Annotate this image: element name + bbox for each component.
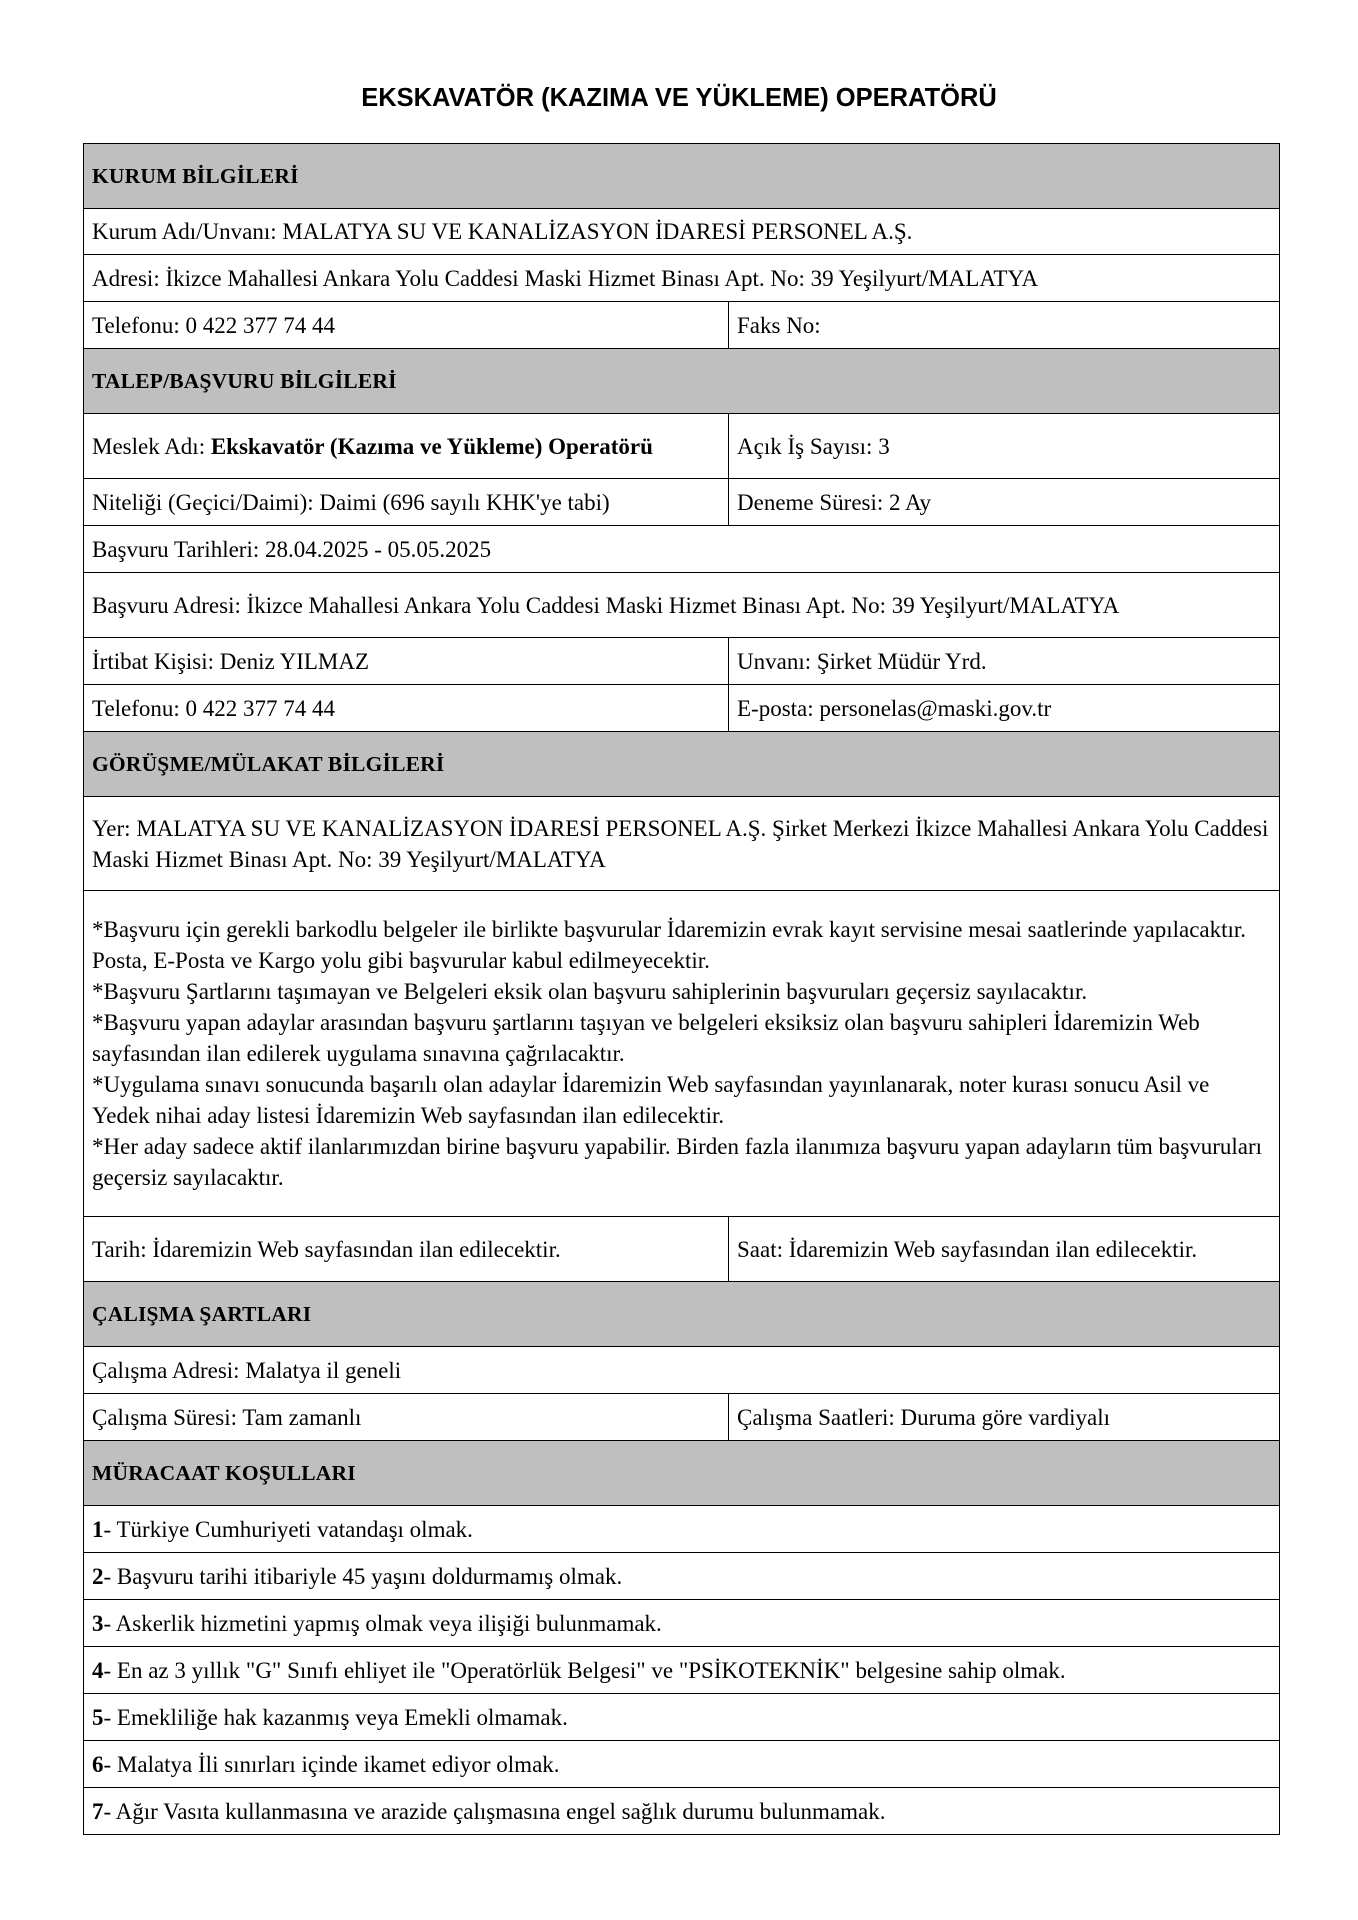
gorusme-note: *Uygulama sınavı sonucunda başarılı olan adaylar İdaremizin Web sayfasından yayınlanarak, noter kurası sonucu Asil ve Yedek nihai aday listesi İdaremizin Web sayfasından ilan edilecektir. (92, 1072, 1210, 1128)
muracaat-item-text: - Türkiye Cumhuriyeti vatandaşı olmak. (103, 1516, 473, 1542)
job-posting-form (83, 143, 1280, 1835)
gorusme-yer: Yer: MALATYA SU VE KANALİZASYON İDARESİ PERSONEL A.Ş. Şirket Merkezi İkizce Mahallesi Ankara Yolu Caddesi Maski Hizmet Binası Apt. No: 39 Yeşilyurt/MALATYA (84, 797, 1280, 891)
muracaat-item (84, 1788, 1280, 1835)
meslek-label: Meslek Adı: (92, 433, 211, 459)
gorusme-note: *Başvuru için gerekli barkodlu belgeler ile birlikte başvurular İdaremizin evrak kayıt servisine mesai saatlerinde yapılacaktır. Posta, E-Posta ve Kargo yolu gibi başvurular kabul edilmeyecektir. (92, 917, 1247, 973)
section-heading-talep: TALEP/BAŞVURU BİLGİLERİ (84, 349, 1280, 414)
muracaat-item-number: 1 (92, 1516, 104, 1542)
gorusme-saat: Saat: İdaremizin Web sayfasından ilan edilecektir. (729, 1217, 1280, 1282)
muracaat-item (84, 1506, 1280, 1553)
muracaat-item (84, 1741, 1280, 1788)
kurum-address: Adresi: İkizce Mahallesi Ankara Yolu Caddesi Maski Hizmet Binası Apt. No: 39 Yeşilyurt/MALATYA (84, 255, 1280, 302)
calisma-saatleri: Çalışma Saatleri: Duruma göre vardiyalı (729, 1394, 1280, 1441)
basvuru-adresi: Başvuru Adresi: İkizce Mahallesi Ankara Yolu Caddesi Maski Hizmet Binası Apt. No: 39 Yeşilyurt/MALATYA (84, 573, 1280, 638)
meslek-adi (84, 414, 729, 479)
gorusme-note: *Başvuru Şartlarını taşımayan ve Belgeleri eksik olan başvuru sahiplerinin başvuruları geçersiz sayılacaktır. (92, 979, 1088, 1004)
calisma-suresi: Çalışma Süresi: Tam zamanlı (84, 1394, 729, 1441)
muracaat-item-number: 4 (92, 1657, 104, 1683)
muracaat-item-text: - Malatya İli sınırları içinde ikamet ediyor olmak. (103, 1751, 560, 1777)
acik-is-sayisi: Açık İş Sayısı: 3 (729, 414, 1280, 479)
section-heading-kurum: KURUM BİLGİLERİ (84, 144, 1280, 209)
muracaat-item-text: - Askerlik hizmetini yapmış olmak veya ilişiği bulunmamak. (103, 1610, 662, 1636)
kurum-fax: Faks No: (729, 302, 1280, 349)
gorusme-tarih: Tarih: İdaremizin Web sayfasından ilan edilecektir. (84, 1217, 729, 1282)
muracaat-item-text: - En az 3 yıllık "G" Sınıfı ehliyet ile "Operatörlük Belgesi" ve "PSİKOTEKNİK" belgesine sahip olmak. (103, 1657, 1066, 1683)
muracaat-item (84, 1600, 1280, 1647)
muracaat-item (84, 1647, 1280, 1694)
gorusme-note: *Her aday sadece aktif ilanlarımızdan birine başvuru yapabilir. Birden fazla ilanımıza başvuru yapan adayların tüm başvuruları geçersiz sayılacaktır. (92, 1134, 1263, 1190)
section-heading-muracaat: MÜRACAAT KOŞULLARI (84, 1441, 1280, 1506)
muracaat-item (84, 1694, 1280, 1741)
talep-email: E-posta: personelas@maski.gov.tr (729, 685, 1280, 732)
irtibat-unvani: Unvanı: Şirket Müdür Yrd. (729, 638, 1280, 685)
kurum-phone: Telefonu: 0 422 377 74 44 (84, 302, 729, 349)
deneme-suresi: Deneme Süresi: 2 Ay (729, 479, 1280, 526)
muracaat-item-number: 3 (92, 1610, 104, 1636)
talep-phone: Telefonu: 0 422 377 74 44 (84, 685, 729, 732)
muracaat-item-text: - Ağır Vasıta kullanmasına ve arazide çalışmasına engel sağlık durumu bulunmamak. (103, 1798, 886, 1824)
muracaat-item-text: - Başvuru tarihi itibariyle 45 yaşını doldurmamış olmak. (103, 1563, 623, 1589)
basvuru-tarihleri: Başvuru Tarihleri: 28.04.2025 - 05.05.2025 (84, 526, 1280, 573)
gorusme-notes (84, 891, 1280, 1217)
muracaat-item-number: 6 (92, 1751, 104, 1777)
gorusme-note: *Başvuru yapan adaylar arasından başvuru şartlarını taşıyan ve belgeleri eksiksiz olan başvuru sahipleri İdaremizin Web sayfasından ilan edilerek uygulama sınavına çağrılacaktır. (92, 1010, 1200, 1066)
meslek-value: Ekskavatör (Kazıma ve Yükleme) Operatörü (210, 433, 653, 459)
calisma-adresi: Çalışma Adresi: Malatya il geneli (84, 1347, 1280, 1394)
muracaat-item (84, 1553, 1280, 1600)
muracaat-item-number: 7 (92, 1798, 104, 1824)
document-title: EKSKAVATÖR (KAZIMA VE YÜKLEME) OPERATÖRÜ (361, 84, 997, 112)
niteligi: Niteliği (Geçici/Daimi): Daimi (696 sayılı KHK'ye tabi) (84, 479, 729, 526)
muracaat-item-number: 2 (92, 1563, 104, 1589)
muracaat-item-text: - Emekliliğe hak kazanmış veya Emekli olmamak. (103, 1704, 568, 1730)
section-heading-gorusme: GÖRÜŞME/MÜLAKAT BİLGİLERİ (84, 732, 1280, 797)
muracaat-item-number: 5 (92, 1704, 104, 1730)
irtibat-kisisi: İrtibat Kişisi: Deniz YILMAZ (84, 638, 729, 685)
section-heading-calisma: ÇALIŞMA ŞARTLARI (84, 1282, 1280, 1347)
kurum-name: Kurum Adı/Unvanı: MALATYA SU VE KANALİZASYON İDARESİ PERSONEL A.Ş. (84, 209, 1280, 255)
